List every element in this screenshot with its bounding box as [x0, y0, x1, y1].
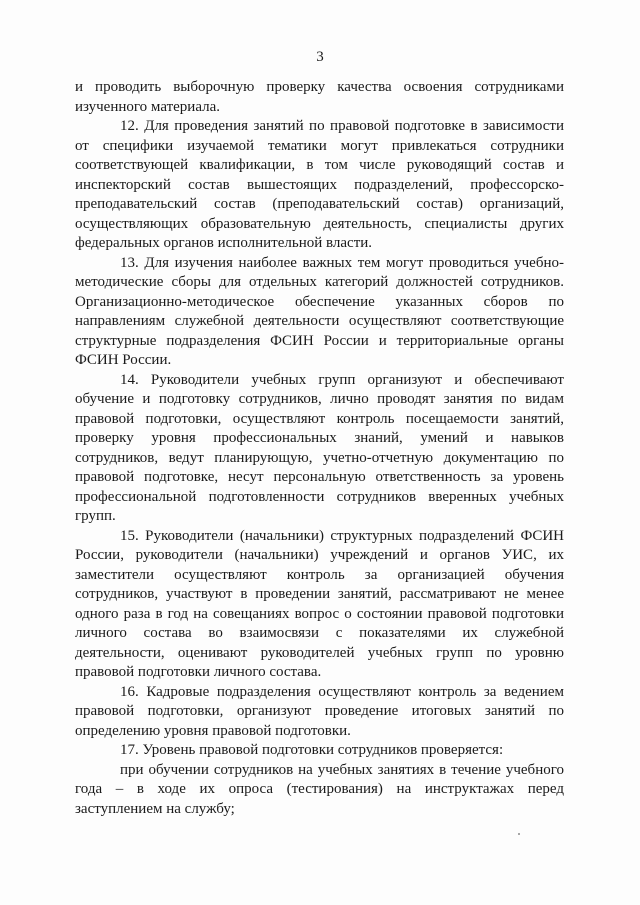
scan-speck — [518, 833, 520, 835]
paragraph-13: 13. Для изучения наиболее важных тем могут проводиться учебно-методические сборы для отдельных категорий должностей сотрудников. Организационно-методическое обеспечение указанных сборов по направлениям служебной деятельности осуществляют соответствующие структурные подразделения ФСИН России и территориальные органы ФСИН России. — [75, 254, 564, 368]
paragraph-12: 12. Для проведения занятий по правовой подготовке в зависимости от специфики изучаемой тематики могут привлекаться сотрудники соответствующей квалификации, в том числе руководящий состав и инспекторский состав вышестоящих подразделений, профессорско-преподавательский состав (преподавательский состав) организаций, осуществляющих образовательную деятельность, специалисты других федеральных органов исполнительной власти. — [75, 118, 564, 251]
paragraph-continuation: и проводить выборочную проверку качества освоения сотрудниками изученного материала. — [75, 79, 564, 115]
paragraph-14: 14. Руководители учебных групп организуют и обеспечивают обучение и подготовку сотрудников, лично проводят занятия по видам правовой подготовки, осуществляют контроль посещаемости занятий, проверку уровня профессиональных знаний, умений и навыков сотрудников, ведут планирующую, учетно-отчетную документацию по правовой подготовке, несут персональную ответственность за уровень профессиональной подготовленности сотрудников вверенных учебных групп. — [75, 371, 564, 524]
paragraph-17-item: при обучении сотрудников на учебных занятиях в течение учебного года – в ходе их опроса (тестирования) на инструктажах перед заступлением на службу; — [75, 761, 564, 817]
paragraph-15: 15. Руководители (начальники) структурных подразделений ФСИН России, руководители (начальники) учреждений и органов УИС, их заместители осуществляют контроль за организацией обучения сотрудников, участвуют в проведении занятий, рассматривают не менее одного раза в год на совещаниях вопрос о состоянии правовой подготовки личного состава во взаимосвязи с показателями их служебной деятельности, оценивают руководителей учебных групп по уровню правовой подготовки личного состава. — [75, 527, 564, 680]
paragraph-16: 16. Кадровые подразделения осуществляют контроль за ведением правовой подготовки, организуют проведение итоговых занятий по определению уровня правовой подготовки. — [75, 683, 564, 739]
paragraph-17: 17. Уровень правовой подготовки сотрудников проверяется: — [120, 742, 504, 758]
page-number: 3 — [316, 49, 324, 65]
document-body — [75, 78, 564, 819]
